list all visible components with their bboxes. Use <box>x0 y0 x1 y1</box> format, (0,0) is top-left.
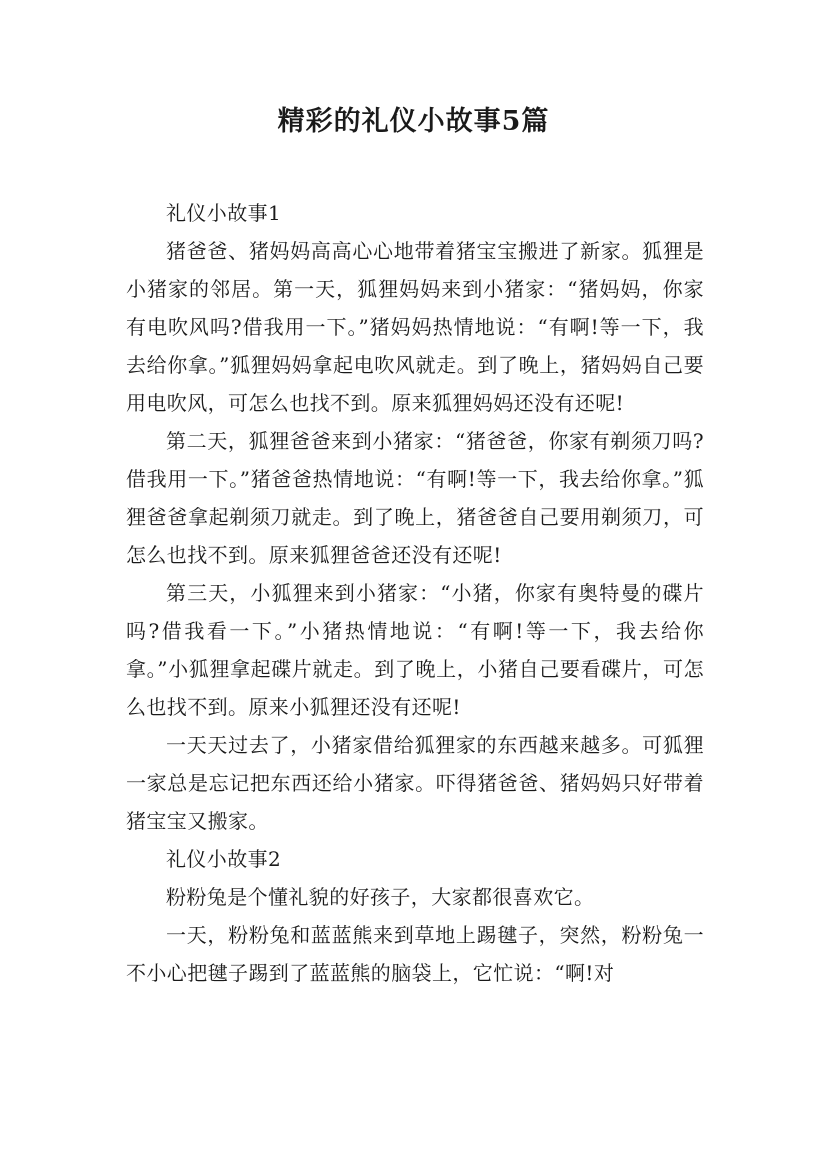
story-heading-1: 礼仪小故事1 <box>166 201 282 225</box>
document-body <box>126 194 704 992</box>
paragraph: 粉粉兔是个懂礼貌的好孩子，大家都很喜欢它。 <box>166 885 595 909</box>
paragraph: 一天，粉粉兔和蓝蓝熊来到草地上踢毽子，突然，粉粉兔一不小心把毽子踢到了蓝蓝熊的脑袋上，它忙说：“啊!对 <box>126 923 704 985</box>
paragraph: 猪爸爸、猪妈妈高高心心地带着猪宝宝搬进了新家。狐狸是小猪家的邻居。第一天，狐狸妈妈来到小猪家：“猪妈妈，你家有电吹风吗?借我用一下。”猪妈妈热情地说：“有啊!等一下，我去给你拿。”狐狸妈妈拿起电吹风就走。到了晚上，猪妈妈自己要用电吹风，可怎么也找不到。原来狐狸妈妈还没有还呢! <box>126 239 704 415</box>
paragraph: 一天天过去了，小猪家借给狐狸家的东西越来越多。可狐狸一家总是忘记把东西还给小猪家。吓得猪爸爸、猪妈妈只好带着猪宝宝又搬家。 <box>126 733 704 833</box>
document-title: 精彩的礼仪小故事5篇 <box>277 106 550 137</box>
paragraph: 第三天，小狐狸来到小猪家：“小猪，你家有奥特曼的碟片吗?借我看一下。”小猪热情地说：“有啊!等一下，我去给你拿。”小狐狸拿起碟片就走。到了晚上，小猪自己要看碟片，可怎么也找不到。原来小狐狸还没有还呢! <box>126 581 704 719</box>
paragraph: 第二天，狐狸爸爸来到小猪家：“猪爸爸，你家有剃须刀吗?借我用一下。”猪爸爸热情地说：“有啊!等一下，我去给你拿。”狐狸爸爸拿起剃须刀就走。到了晚上，猪爸爸自己要用剃须刀，可怎么也找不到。原来狐狸爸爸还没有还呢! <box>126 429 704 567</box>
story-heading-2: 礼仪小故事2 <box>166 847 282 871</box>
